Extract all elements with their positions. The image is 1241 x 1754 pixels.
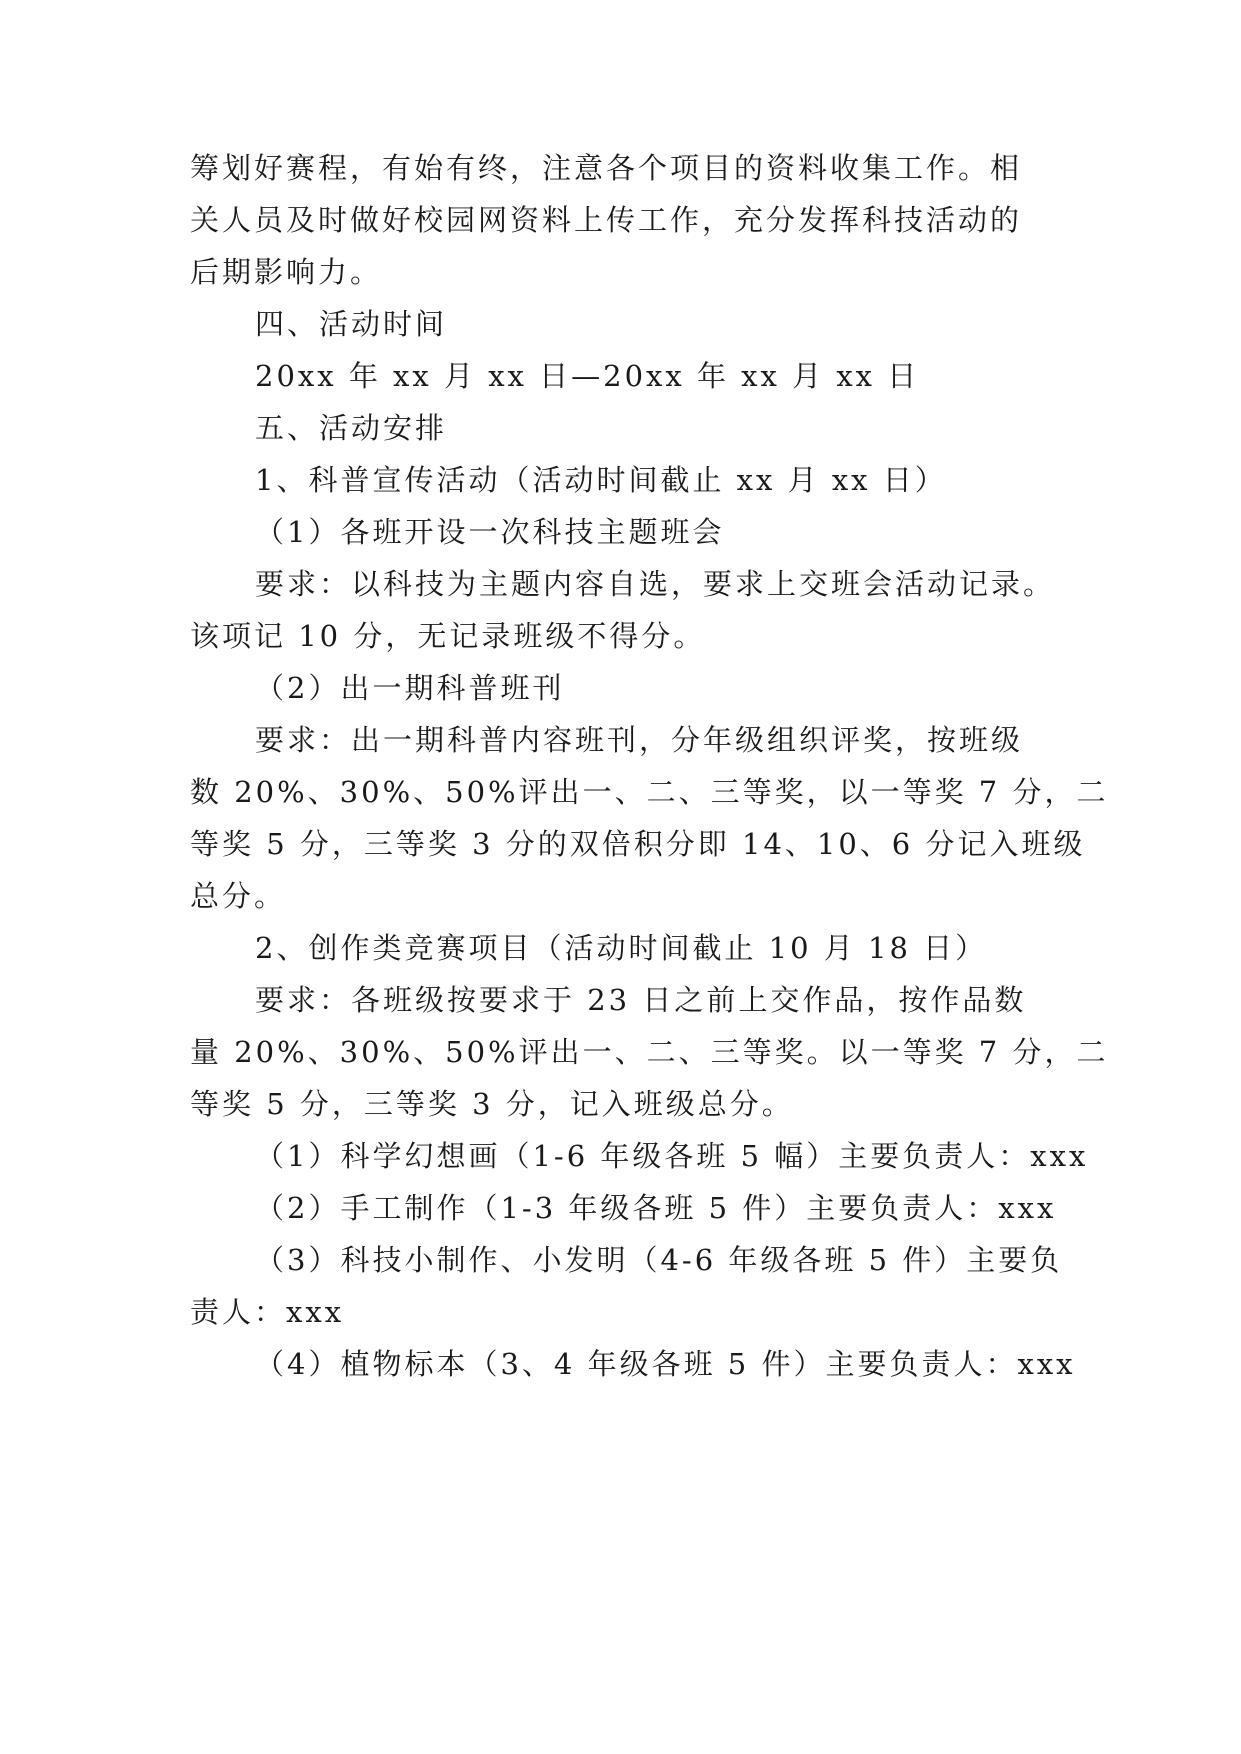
paragraph-line: 要求：出一期科普内容班刊，分年级组织评奖，按班级 xyxy=(255,723,1024,757)
paragraph-line: 总分。 xyxy=(190,879,287,913)
paragraph-line: 等奖 5 分，三等奖 3 分的双倍积分即 14、10、6 分记入班级 xyxy=(190,827,1086,861)
list-item: （2）出一期科普班刊 xyxy=(255,671,565,705)
paragraph-line: 该项记 10 分，无记录班级不得分。 xyxy=(190,619,706,653)
subsection-heading: 2、创作类竞赛项目（活动时间截止 10 月 18 日） xyxy=(255,931,988,965)
paragraph-line: 量 20%、30%、50%评出一、二、三等奖。以一等奖 7 分，二 xyxy=(190,1035,1109,1069)
list-item: （3）科技小制作、小发明（4-6 年级各班 5 件）主要负 xyxy=(255,1243,1063,1277)
subsection-heading: 1、科普宣传活动（活动时间截止 xx 月 xx 日） xyxy=(255,463,947,497)
paragraph-line: 等奖 5 分，三等奖 3 分，记入班级总分。 xyxy=(190,1087,794,1121)
paragraph-line: 要求：以科技为主题内容自选，要求上交班会活动记录。 xyxy=(255,567,1056,601)
list-item: （1）各班开设一次科技主题班会 xyxy=(255,515,725,549)
section-heading: 四、活动时间 xyxy=(255,307,448,341)
list-item: （1）科学幻想画（1-6 年级各班 5 幅）主要负责人：xxx xyxy=(255,1139,1089,1173)
paragraph-line: 20xx 年 xx 月 xx 日—20xx 年 xx 月 xx 日 xyxy=(255,359,920,393)
paragraph-line: 关人员及时做好校园网资料上传工作，充分发挥科技活动的 xyxy=(190,203,1023,237)
list-item: （4）植物标本（3、4 年级各班 5 件）主要负责人：xxx xyxy=(255,1347,1076,1381)
paragraph-line: 筹划好赛程，有始有终，注意各个项目的资料收集工作。相 xyxy=(190,151,1023,185)
section-heading: 五、活动安排 xyxy=(255,411,448,445)
paragraph-line: 后期影响力。 xyxy=(190,255,383,289)
paragraph-line: 数 20%、30%、50%评出一、二、三等奖，以一等奖 7 分，二 xyxy=(190,775,1109,809)
list-item: （2）手工制作（1-3 年级各班 5 件）主要负责人：xxx xyxy=(255,1191,1057,1225)
paragraph-line: 要求：各班级按要求于 23 日之前上交作品，按作品数 xyxy=(255,983,1027,1017)
paragraph-line: 责人：xxx xyxy=(190,1295,345,1329)
